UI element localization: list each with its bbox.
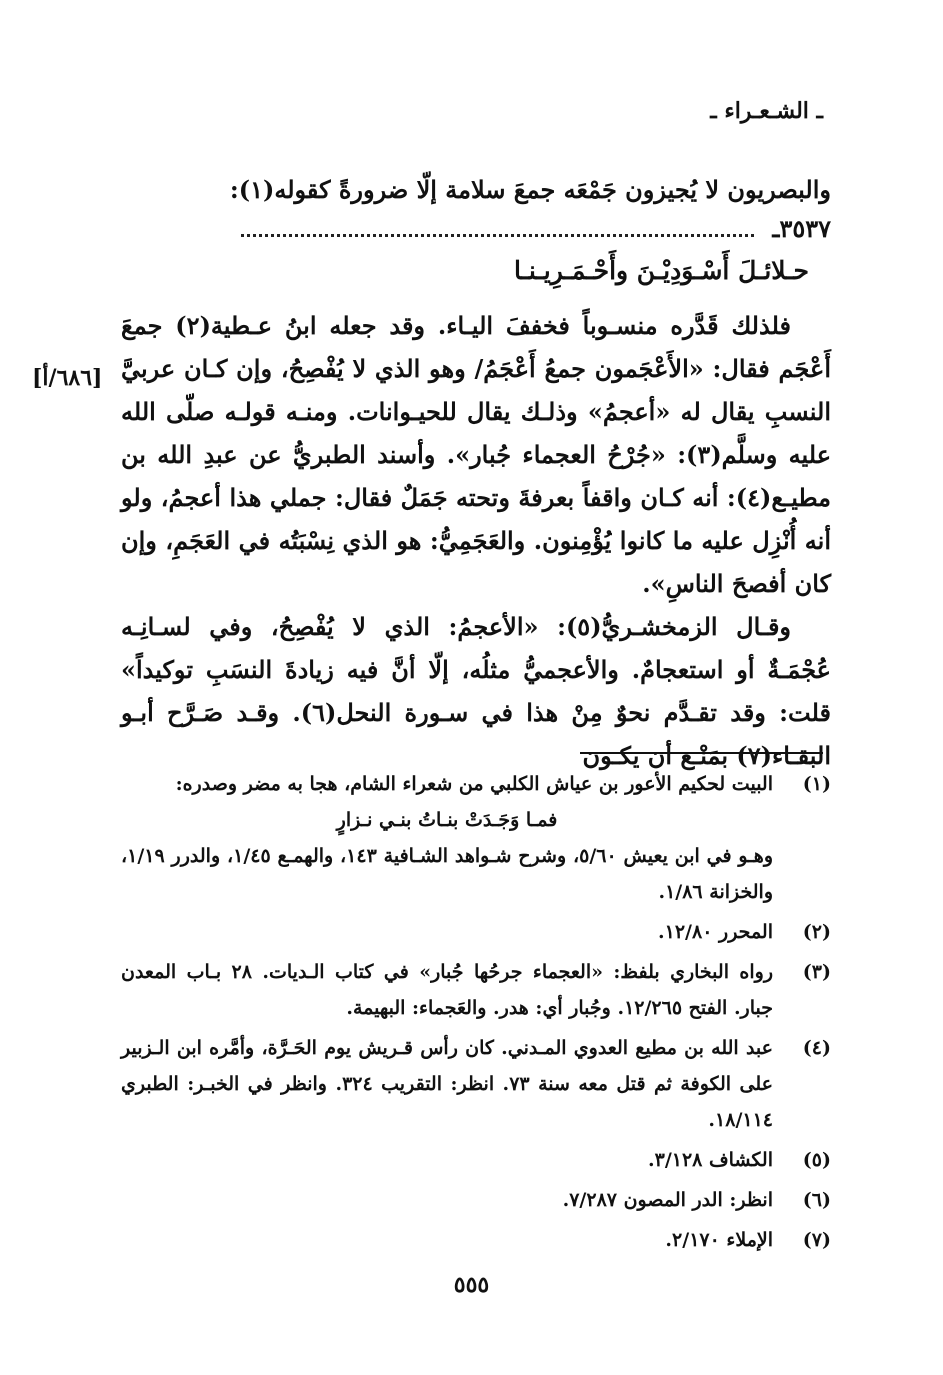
verse-number-line: [121, 211, 831, 245]
footnote-separator: [580, 752, 823, 754]
footnote-number: (٦): [802, 1189, 831, 1211]
body-line-1: والبصريون لا يُجيزون جَمْعَه جمعَ سلامة إلّا ضرورةً كقوله(١):: [229, 175, 831, 204]
page-number: ٥٥٥: [453, 1272, 490, 1298]
main-text: [121, 168, 831, 777]
footnote-number: (٥): [802, 1149, 831, 1171]
poetry-verse: حـلائـلَ أَسْـوَدِيْـنَ وأَحْـمَـرِيـنـا: [513, 256, 809, 285]
footnote-text: انظر: الدر المصون ٧/٢٨٧.: [562, 1189, 773, 1211]
footnote-text: البيت لحكيم الأعور بن عياش الكلبي من شعراء الشام، هجا به مضر وصدره:: [175, 773, 773, 795]
footnote-6: [121, 1182, 831, 1218]
footnote-number: (٣): [802, 961, 831, 983]
paragraph-2: وقـال الزمخشـريُّ(٥): «الأعجمُ: الذي لا يُفْصِحُ، وفي لسـانِـه عُجْمَـةٌ أو استعجامٌ. والأعجميُّ مثلُه، إلّا أنَّ فيه زيادةَ النسَبِ توكيداً» قلت: وقد تقـدَّم نحوٌ مِنْ هذا في سـورة النحل(٦). وقـد صَـرَّح أبـو البقـاء(٧) بمَنْـع أن يكـون: [121, 612, 831, 770]
footnote-text: الإملاء ٢/١٧٠.: [665, 1229, 773, 1251]
footnote-7: [121, 1222, 831, 1258]
footnote-number: (٢): [802, 921, 831, 943]
dotted-leader: [241, 220, 754, 237]
footnote-2: [121, 914, 831, 950]
footnote-number: (٧): [802, 1229, 831, 1251]
footnote-text: عبد الله بن مطيع العدوي المـدني. كان رأس قـريش يوم الحَـرَّة، وأمَّره ابن الـزبير على الكوفة ثم قتل معه سنة ٧٣. انظر: التقريب ٣٢٤. وانظر في الخبـر: الطبري ١٨/١١٤.: [121, 1037, 773, 1131]
footnote-text: وهـو في ابن يعيش ٥/٦٠، وشرح شـواهد الشـافية ١٤٣، والهمـع ١/٤٥، والدرر ١/١٩، والخزانة ١/٨٦.: [121, 845, 773, 903]
footnote-4: [121, 1030, 831, 1138]
paragraph-1: فلذلك قَدَّره منسـوباً فخففَ اليـاء. وقد جعله ابنُ عـطية(٢) جمعَ أَعْجَم فقال: «الأَعْجَمون جمعُ أَعْجَمُ/ وهو الذي لا يُفْصِحُ، وإن كـان عربيَّ النسبِ يقال له «أعجمُ» وذلـك يقال للحيـوانات. ومنـه قولـه صلّى الله عليه وسلَّم(٣): «جُرْحُ العجماء جُبار». وأسند الطبريُّ عن عبدِ الله بن مطيـع(٤): أنه كـان واقفاً بعرفةَ وتحته جَمَلٌ فقال: جملي هذا أعجمُ، ولو أنه أُنْزِل عليه ما كانوا يُؤْمِنون. والعَجَمِيُّ: هو الذي نِسْبَتُه في العَجَمِ، وإن كان أفصحَ الناسِ».: [121, 311, 832, 598]
verse-number: ٣٥٣٧ـ: [772, 213, 831, 243]
footnote-5: [121, 1142, 831, 1178]
footnote-verse: فمـا وَجَـدَتْ بنـاتُ بنـي نـزارٍ: [336, 809, 558, 831]
footnote-1: [121, 766, 831, 910]
marginal-manuscript-ref: [٦٨٦/أ]: [32, 365, 103, 391]
footnote-3: [121, 954, 831, 1026]
footnote-text: رواه البخاري بلفظ: «العجماء جرحُها جُبار» في كتاب الـديات. ٢٨ بـاب المعدن جبار. الفتح ١٢/٢٦٥. وجُبار أي: هدر. والعَجماء: البهيمة.: [121, 961, 773, 1019]
footnote-number: (٤): [802, 1037, 831, 1059]
footnotes: [121, 766, 831, 1262]
running-header: ـ الشـعـراء ـ: [710, 98, 823, 124]
footnote-number: (١): [802, 773, 831, 795]
footnote-text: الكشاف ٣/١٢٨.: [647, 1149, 773, 1171]
footnote-text: المحرر ١٢/٨٠.: [658, 921, 773, 943]
